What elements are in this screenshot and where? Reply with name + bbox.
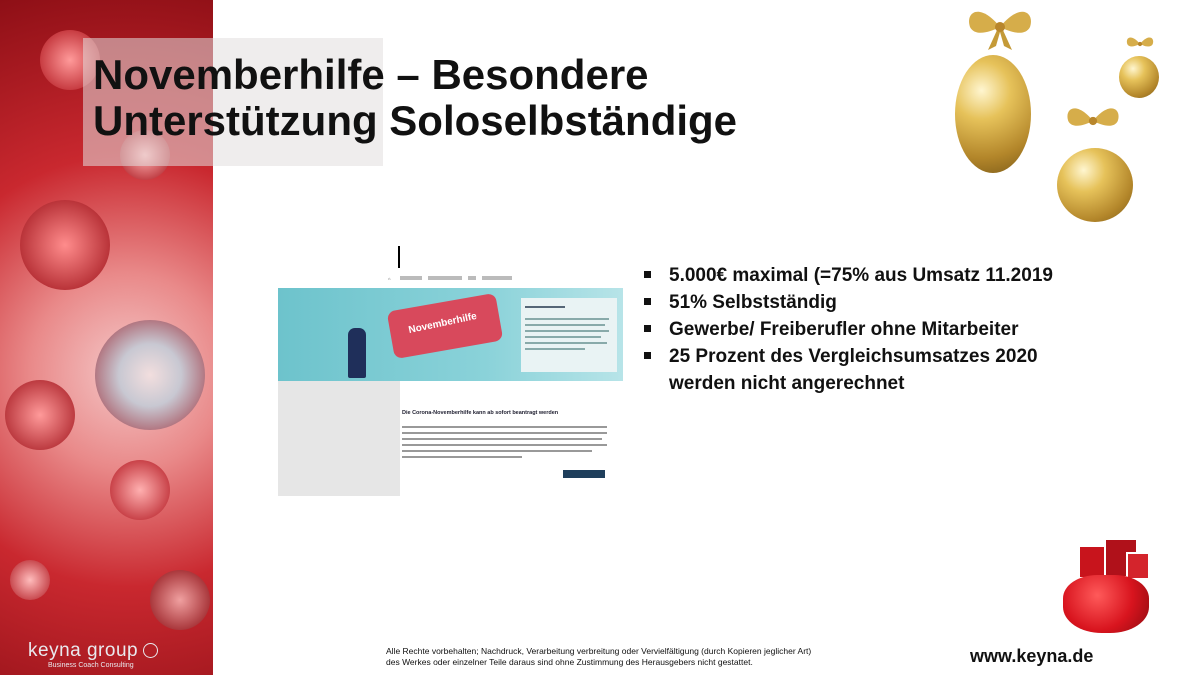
virus-illustration — [95, 320, 205, 430]
bow-icon — [1123, 32, 1157, 56]
bullet-list — [643, 262, 1053, 397]
gov-logo-icon — [398, 246, 400, 268]
bow-icon — [1060, 98, 1126, 144]
bullet-item: 51% Selbstständig — [643, 289, 1053, 316]
hero-card-text — [525, 306, 565, 308]
person-illustration — [348, 328, 366, 378]
copyright-notice — [386, 646, 846, 668]
hero-card-text — [525, 342, 607, 344]
brand-tagline: Business Coach Consulting — [48, 662, 134, 669]
website-screenshot — [278, 240, 623, 496]
screenshot-card-text — [402, 450, 592, 452]
hero-info-card — [521, 298, 617, 372]
brand-logo — [28, 640, 158, 662]
bullet-item: Gewerbe/ Freiberufler ohne Mitarbeiter — [643, 316, 1053, 343]
screenshot-content-card — [400, 396, 623, 496]
home-icon: ⌂ — [388, 276, 391, 281]
hero-card-text — [525, 348, 585, 350]
hero-card-text — [525, 330, 609, 332]
virus-illustration — [10, 560, 50, 600]
slide-title — [93, 52, 737, 144]
screenshot-hero — [278, 288, 623, 381]
sack-icon — [1063, 575, 1149, 633]
nav-item — [482, 276, 512, 280]
screenshot-card-text — [402, 426, 607, 428]
hero-card-text — [525, 336, 601, 338]
copyright-line-2: des Werkes oder einzelner Teile daraus sind ohne Zustimmung des Herausgebers nicht gestattet. — [386, 657, 753, 667]
screenshot-card-text — [402, 438, 602, 440]
screenshot-card-text — [402, 456, 522, 458]
virus-illustration — [20, 200, 110, 290]
brand-mark-icon — [143, 643, 158, 658]
copyright-line-1: Alle Rechte vorbehalten; Nachdruck, Verarbeitung verbreitung oder Vervielfältigung (durch Kopieren jeglicher Art) — [386, 646, 812, 656]
brand-name: keyna group — [28, 640, 139, 661]
bow-icon — [960, 2, 1040, 52]
hero-card-text — [525, 324, 605, 326]
nav-item — [400, 276, 422, 280]
website-link[interactable]: www.keyna.de — [970, 646, 1094, 666]
screenshot-card-text — [402, 444, 607, 446]
hero-card-text — [525, 318, 609, 320]
virus-illustration — [5, 380, 75, 450]
nav-item — [428, 276, 462, 280]
bullet-item: 5.000€ maximal (=75% aus Umsatz 11.2019 — [643, 262, 1053, 289]
virus-illustration — [150, 570, 210, 630]
virus-illustration — [110, 460, 170, 520]
screenshot-nav — [388, 276, 538, 284]
hero-label: Novemberhilfe — [407, 310, 478, 337]
nav-item — [468, 276, 476, 280]
screenshot-apply-button — [563, 470, 605, 478]
screenshot-grey-area — [278, 381, 400, 496]
title-line-1: Novemberhilfe – Besondere — [93, 51, 649, 98]
gift-box-icon — [1126, 552, 1150, 580]
screenshot-card-heading: Die Corona-Novemberhilfe kann ab sofort beantragt werden — [402, 410, 559, 416]
bullet-item: 25 Prozent des Vergleichsumsatzes 2020 werden nicht angerechnet — [643, 343, 1053, 397]
screenshot-card-text — [402, 432, 607, 434]
title-line-2: Unterstützung Soloselbständige — [93, 97, 738, 144]
